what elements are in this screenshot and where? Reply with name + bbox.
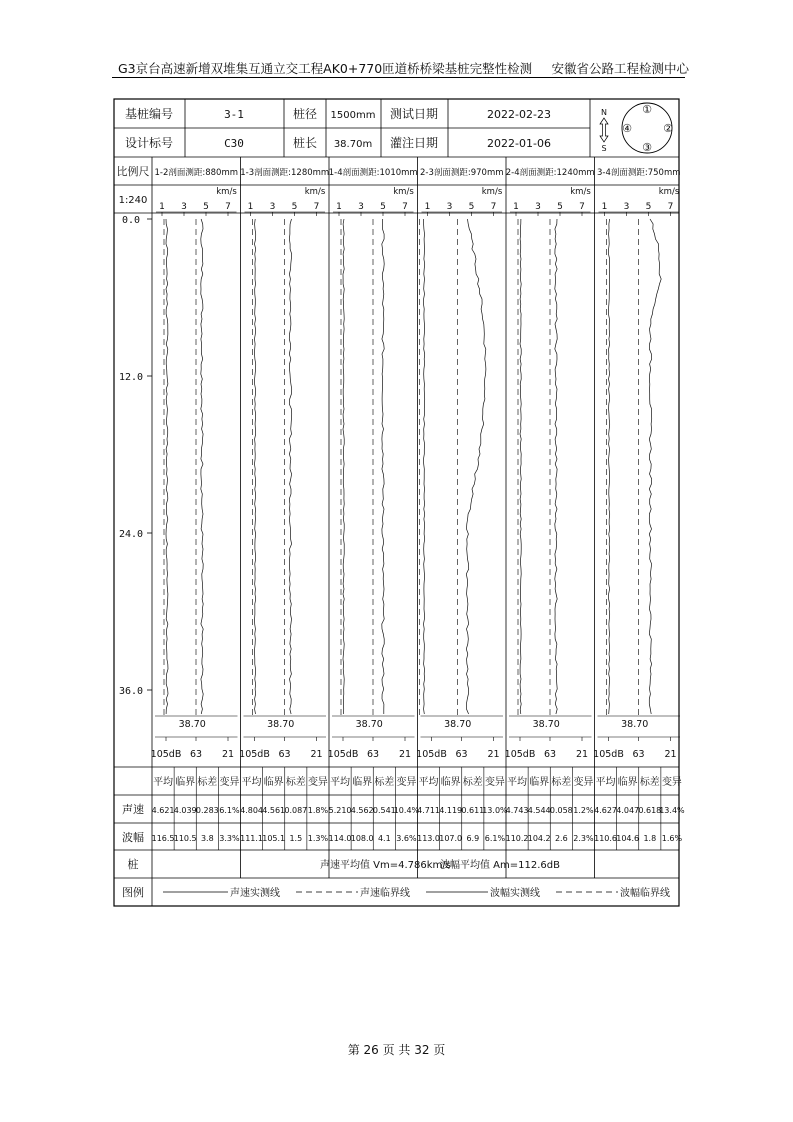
velocity-stat-2-0: 4.804 [240,806,264,815]
length-label: 桩长 [292,136,318,150]
velocity-tick-3-1: 3 [358,202,364,212]
amplitude-stat-4-2: 6.9 [466,834,480,843]
stats-header-5-3: 变异 [573,777,594,788]
scale-label: 比例尺 [116,165,150,178]
amplitude-stat-5-3: 2.3% [573,834,594,843]
velocity-stat-5-1: 4.544 [527,806,551,815]
amplitude-stat-4-3: 6.1% [484,834,506,843]
velocity-unit-3: km/s [393,187,414,197]
velocity-tick-4-0: 1 [424,202,431,212]
profile-label-3: 1-4剖面测距:1010mm [328,168,418,178]
velocity-tick-2-1: 3 [269,202,276,212]
velocity-tick-1-1: 3 [181,202,187,212]
amplitude-stat-3-0: 114.0 [328,834,352,843]
velocity-tick-6-3: 7 [667,202,674,212]
pile-bottom-depth-2: 38.70 [267,719,295,730]
diameter-value: 1500mm [330,110,376,121]
amplitude-stat-5-0: 110.2 [505,834,529,843]
legend-velocity-critical: 声速临界线 [360,888,410,899]
velocity-tick-6-0: 1 [601,202,608,212]
velocity-tick-3-0: 1 [336,202,342,212]
profile-label-4: 2-3剖面测距:970mm [419,168,504,178]
length-value: 38.70m [333,139,373,150]
velocity-unit-6: km/s [658,187,680,197]
diameter-label: 桩径 [292,107,318,121]
amplitude-tick-4-1: 63 [455,749,468,760]
amplitude-stat-4-1: 107.0 [439,834,463,843]
amplitude-stat-2-1: 105.1 [262,834,286,843]
amplitude-measured-line-5 [555,219,557,714]
amplitude-measured-line-4 [466,219,486,714]
velocity-tick-4-1: 3 [446,202,453,212]
stats-header-5-2: 标差 [551,777,572,788]
stats-header-6-3: 变异 [661,777,682,788]
pile-bottom-depth-5: 38.70 [532,719,560,730]
velocity-tick-5-3: 7 [579,202,585,212]
velocity-stat-4-1: 4.119 [439,806,463,815]
north-label: N [601,108,607,117]
velocity-tick-4-3: 7 [490,202,497,212]
velocity-measured-line-6 [609,219,610,714]
amplitude-tick-6-0: 105dB [593,749,624,760]
depth-tick-36: 36.0 [118,686,144,697]
velocity-average: 声速平均值 Vm=4.786km/s [320,860,451,871]
pile-bottom-depth-3: 38.70 [355,719,383,730]
page-number: 第 26 页 共 32 页 [347,1043,446,1057]
report-title: G3京台高速新增双堆集互通立交工程AK0+770匝道桥桥梁基桩完整性检测 [118,61,533,76]
amplitude-tick-5-1: 63 [543,749,557,760]
velocity-unit-1: km/s [216,187,237,197]
stats-header-4-3: 变异 [484,777,505,788]
pour-date-label: 灌注日期 [389,136,439,150]
velocity-tick-5-2: 5 [557,202,563,212]
stats-header-4-1: 临界 [440,777,461,788]
amplitude-tick-3-2: 21 [398,749,412,760]
velocity-tick-5-1: 3 [535,202,541,212]
pile-row-label: 桩 [127,858,139,871]
pile-bottom-depth-1: 38.70 [178,719,206,730]
amplitude-measured-line-3 [382,219,384,714]
velocity-tick-1-3: 7 [225,202,231,212]
velocity-stat-3-1: 4.562 [350,806,374,815]
velocity-stat-6-0: 4.627 [594,806,618,815]
stats-header-2-3: 变异 [307,777,328,788]
profile-label-1: 1-2剖面测距:880mm [154,168,239,178]
stats-header-3-1: 临界 [352,777,373,788]
stats-header-3-0: 平均 [330,777,351,788]
velocity-measured-line-1 [166,219,168,714]
pile-bottom-depth-6: 38.70 [621,719,649,730]
stats-header-2-1: 临界 [263,777,284,788]
stats-header-4-0: 平均 [418,777,439,788]
stats-header-5-0: 平均 [507,777,528,788]
velocity-stat-3-2: 0.541 [372,806,396,815]
profile-label-6: 3-4剖面测距:750mm [596,168,681,178]
velocity-measured-line-2 [255,219,256,714]
stats-header-2-2: 标差 [285,777,306,788]
amplitude-stat-4-0: 113.0 [417,834,441,843]
amplitude-tick-2-1: 63 [278,749,291,760]
velocity-stat-3-0: 5.210 [328,806,352,815]
amplitude-stat-3-3: 3.6% [396,834,417,843]
pour-date-value: 2022-01-06 [487,137,551,150]
scale-ratio: 1:240 [118,195,148,206]
amplitude-tick-2-2: 21 [310,749,323,760]
legend-amplitude-measured: 波幅实测线 [490,888,540,899]
stats-header-5-1: 临界 [529,777,550,788]
amplitude-stat-6-0: 110.6 [594,834,618,843]
amplitude-stat-5-1: 104.2 [527,834,551,843]
amplitude-row-label: 波幅 [122,831,144,844]
tube-layout-diagram [600,103,673,154]
test-date-label: 测试日期 [389,107,439,121]
depth-tick-12: 12.0 [118,372,144,383]
amplitude-stat-3-2: 4.1 [377,834,391,843]
amplitude-stat-1-1: 110.5 [173,834,197,843]
institution-name: 安徽省公路工程检测中心 [551,61,689,76]
amplitude-tick-6-1: 63 [632,749,645,760]
amplitude-tick-2-0: 105dB [239,749,270,760]
velocity-unit-4: km/s [481,187,503,197]
pile-id-value: 3-1 [224,108,244,121]
amplitude-measured-line-6 [649,219,661,714]
stats-header-2-0: 平均 [241,777,262,788]
pile-bottom-depth-4: 38.70 [444,719,472,730]
velocity-unit-5: km/s [570,187,591,197]
amplitude-tick-3-0: 105dB [327,749,359,760]
legend-amplitude-critical: 波幅临界线 [620,888,670,899]
tube-3: ③ [642,141,652,154]
velocity-tick-1-2: 5 [203,202,209,212]
amplitude-tick-6-2: 21 [664,749,677,760]
velocity-tick-6-1: 3 [623,202,630,212]
velocity-stat-6-3: 13.4% [659,806,685,815]
grade-value: C30 [224,137,244,150]
velocity-measured-line-5 [520,219,521,714]
amplitude-stat-2-0: 111.1 [240,834,264,843]
stats-header-1-3: 变异 [219,777,240,788]
depth-tick-24: 24.0 [118,529,144,540]
velocity-stat-5-2: 0.058 [549,806,573,815]
velocity-stat-1-1: 4.039 [173,806,197,815]
stats-header-3-3: 变异 [396,777,417,788]
amplitude-stat-6-3: 1.6% [661,834,683,843]
legend-row-label: 图例 [122,886,144,899]
pile-id-label: 基桩编号 [124,107,174,121]
velocity-stat-2-2: 0.087 [284,806,308,815]
velocity-tick-1-0: 1 [159,202,165,212]
stats-header-6-2: 标差 [639,777,660,788]
amplitude-stat-6-2: 1.8 [643,834,657,843]
stats-header-3-2: 标差 [374,777,395,788]
amplitude-tick-5-0: 105dB [504,749,536,760]
amplitude-measured-line-2 [289,219,291,714]
amplitude-tick-3-1: 63 [366,749,380,760]
velocity-measured-line-3 [343,219,344,714]
amplitude-stat-5-2: 2.6 [554,834,568,843]
amplitude-stat-1-2: 3.8 [200,834,214,843]
depth-tick-0: 0.0 [121,215,141,226]
velocity-stat-4-3: 13.0% [482,806,508,815]
amplitude-tick-1-0: 105dB [150,749,182,760]
amplitude-stat-1-3: 3.3% [219,834,240,843]
velocity-stat-5-3: 1.2% [573,806,594,815]
legend-velocity-measured: 声速实测线 [230,888,280,899]
legend [163,886,670,899]
amplitude-tick-4-0: 105dB [416,749,447,760]
amplitude-stat-3-1: 108.0 [350,834,374,843]
south-label: S [601,144,607,153]
velocity-stat-4-0: 4.711 [417,806,441,815]
amplitude-stat-6-1: 104.6 [616,834,640,843]
velocity-stat-5-0: 4.743 [505,806,529,815]
amplitude-tick-5-2: 21 [575,749,589,760]
velocity-measured-line-4 [424,219,425,714]
stats-header-6-0: 平均 [595,777,616,788]
velocity-stat-6-2: 0.618 [638,806,662,815]
velocity-tick-6-2: 5 [645,202,652,212]
stats-header-1-0: 平均 [153,777,174,788]
test-date-value: 2022-02-23 [487,108,551,121]
velocity-stat-2-1: 4.561 [262,806,286,815]
velocity-stat-4-2: 0.611 [461,806,485,815]
grade-label: 设计标号 [124,136,174,150]
velocity-row-label: 声速 [122,803,144,816]
velocity-tick-5-0: 1 [513,202,519,212]
stats-header-4-2: 标差 [462,777,483,788]
stats-header-6-1: 临界 [617,777,638,788]
tube-4: ④ [622,122,632,135]
velocity-tick-3-2: 5 [380,202,386,212]
velocity-tick-2-0: 1 [247,202,254,212]
velocity-unit-2: km/s [304,187,326,197]
velocity-stat-6-1: 4.047 [616,806,640,815]
velocity-tick-4-2: 5 [468,202,475,212]
velocity-stat-1-3: 6.1% [219,806,240,815]
stats-header-1-1: 临界 [175,777,196,788]
velocity-tick-3-3: 7 [402,202,408,212]
velocity-tick-2-3: 7 [313,202,320,212]
amplitude-tick-4-2: 21 [487,749,500,760]
amplitude-average: 波幅平均值 Am=112.6dB [440,860,560,871]
velocity-stat-2-3: 1.8% [307,806,329,815]
velocity-stat-1-0: 4.621 [151,806,175,815]
amplitude-tick-1-2: 21 [221,749,235,760]
tube-1: ① [642,103,652,116]
depth-axis [119,215,152,697]
amplitude-stat-2-2: 1.5 [289,834,303,843]
amplitude-tick-1-1: 63 [189,749,203,760]
profile-label-5: 2-4剖面测距:1240mm [505,168,595,178]
profile-label-2: 1-3剖面测距:1280mm [240,168,330,178]
velocity-stat-3-3: 10.4% [393,806,420,815]
amplitude-measured-line-1 [201,219,203,714]
stats-header-1-2: 标差 [197,777,218,788]
velocity-stat-1-2: 0.283 [195,806,219,815]
amplitude-stat-2-3: 1.3% [307,834,329,843]
compass-arrow-icon [600,118,608,142]
amplitude-stat-1-0: 116.5 [151,834,175,843]
velocity-tick-2-2: 5 [291,202,298,212]
tube-2: ② [663,122,673,135]
